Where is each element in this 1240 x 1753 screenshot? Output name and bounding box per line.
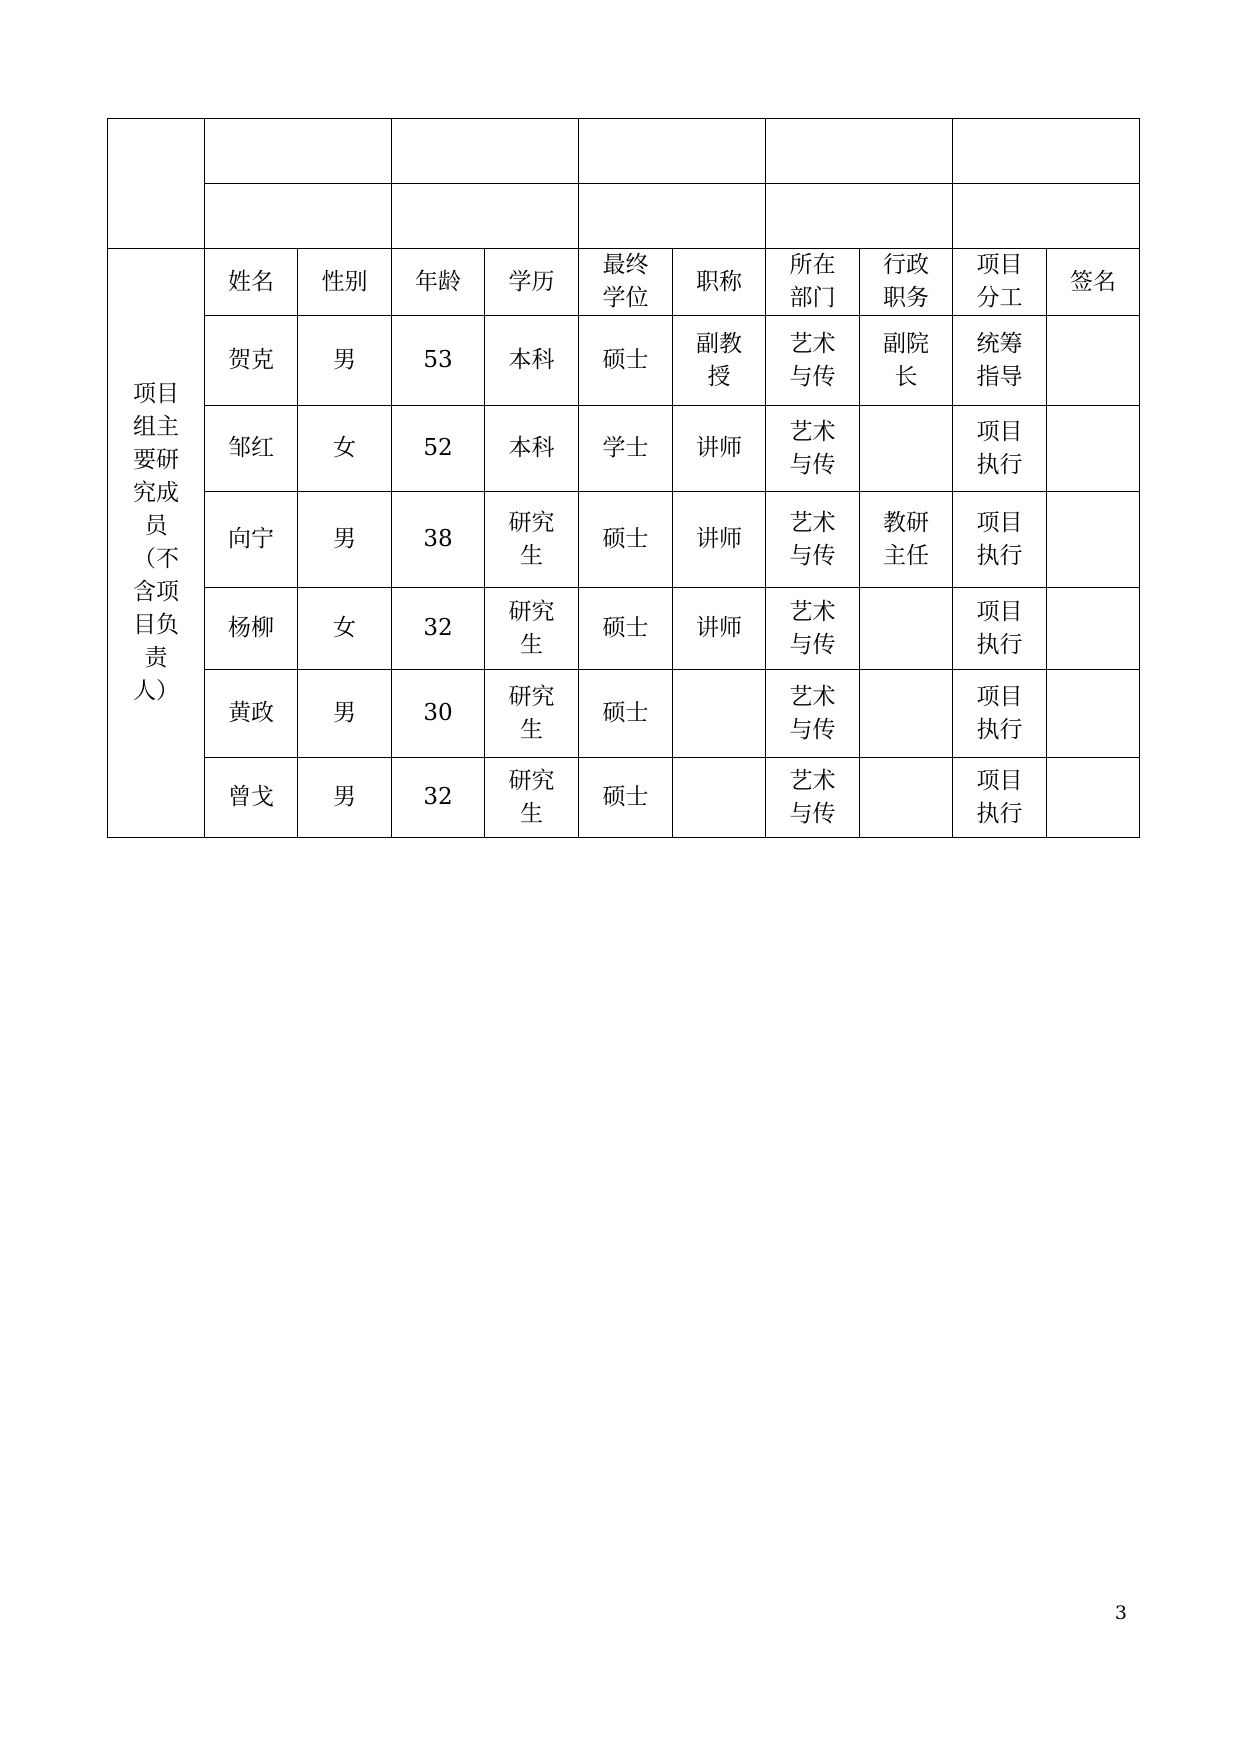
member-role [953, 758, 1047, 838]
member-role-text: 统筹指导 [976, 330, 1023, 390]
member-department [766, 758, 860, 838]
member-degree: 硕士 [579, 316, 673, 406]
header-role-text: 项目分工 [976, 252, 1023, 311]
member-education [485, 758, 579, 838]
member-age: 53 [392, 316, 485, 406]
member-degree: 硕士 [579, 492, 673, 588]
header-age: 年龄 [392, 249, 485, 316]
member-role-text: 项目执行 [976, 683, 1023, 743]
header-department-text: 所在部门 [789, 252, 836, 311]
header-department [766, 249, 860, 316]
blank-cell[interactable] [205, 119, 392, 184]
table-row [108, 758, 1140, 838]
member-education: 本科 [485, 316, 579, 406]
blank-label-cell [108, 119, 205, 249]
blank-cell[interactable] [579, 119, 766, 184]
member-position-text: 副院长 [883, 330, 929, 390]
member-role [953, 492, 1047, 588]
member-name: 曾戈 [205, 758, 298, 838]
member-title [673, 758, 766, 838]
group-label-cell [108, 249, 205, 838]
member-role-text: 项目执行 [976, 418, 1023, 478]
member-name: 黄政 [205, 670, 298, 758]
member-position [860, 492, 953, 588]
member-education: 本科 [485, 406, 579, 492]
member-title [673, 406, 766, 492]
member-department [766, 316, 860, 406]
member-role-text: 项目执行 [976, 767, 1023, 827]
member-education-text: 研究生 [508, 509, 555, 569]
member-education-text: 研究生 [508, 767, 555, 827]
member-title [673, 588, 766, 670]
member-name: 贺克 [205, 316, 298, 406]
member-degree: 学士 [579, 406, 673, 492]
header-position-text: 行政职务 [883, 252, 929, 311]
member-title [673, 316, 766, 406]
blank-cell[interactable] [392, 184, 579, 249]
table-row [108, 316, 1140, 406]
page-number: 3 [1114, 1602, 1127, 1624]
member-department-text: 艺术与传 [789, 330, 836, 390]
member-gender: 女 [298, 588, 392, 670]
member-age: 30 [392, 670, 485, 758]
member-education [485, 670, 579, 758]
member-gender: 男 [298, 316, 392, 406]
member-age: 38 [392, 492, 485, 588]
member-name: 杨柳 [205, 588, 298, 670]
header-name: 姓名 [205, 249, 298, 316]
member-role [953, 406, 1047, 492]
header-signature: 签名 [1047, 249, 1140, 316]
header-position [860, 249, 953, 316]
member-role [953, 670, 1047, 758]
member-department-text: 艺术与传 [789, 418, 836, 478]
header-degree-text: 最终学位 [602, 252, 649, 311]
member-age: 32 [392, 758, 485, 838]
member-department-text: 艺术与传 [789, 767, 836, 827]
blank-row [108, 184, 1140, 249]
member-gender: 男 [298, 492, 392, 588]
members-form-table [107, 118, 1140, 838]
blank-cell[interactable] [392, 119, 579, 184]
member-position [860, 670, 953, 758]
member-name: 向宁 [205, 492, 298, 588]
table-row [108, 588, 1140, 670]
member-signature[interactable] [1047, 316, 1140, 406]
member-department [766, 670, 860, 758]
member-position [860, 316, 953, 406]
member-department-text: 艺术与传 [789, 509, 836, 569]
member-gender: 女 [298, 406, 392, 492]
member-signature[interactable] [1047, 670, 1140, 758]
table-row [108, 670, 1140, 758]
member-age: 32 [392, 588, 485, 670]
blank-cell[interactable] [205, 184, 392, 249]
member-role [953, 588, 1047, 670]
member-education-text: 研究生 [508, 683, 555, 743]
header-title: 职称 [673, 249, 766, 316]
member-education-text: 研究生 [508, 598, 555, 658]
blank-row [108, 119, 1140, 184]
member-department-text: 艺术与传 [789, 683, 836, 743]
member-department [766, 588, 860, 670]
blank-cell[interactable] [766, 119, 953, 184]
member-role-text: 项目执行 [976, 509, 1023, 569]
member-position [860, 406, 953, 492]
member-department [766, 406, 860, 492]
table-row [108, 492, 1140, 588]
member-degree: 硕士 [579, 670, 673, 758]
member-title-text: 讲师 [696, 615, 742, 641]
member-title-text: 讲师 [696, 526, 742, 552]
member-age: 52 [392, 406, 485, 492]
member-education [485, 588, 579, 670]
member-position [860, 588, 953, 670]
member-education [485, 492, 579, 588]
member-role [953, 316, 1047, 406]
blank-cell[interactable] [953, 119, 1140, 184]
member-degree: 硕士 [579, 758, 673, 838]
member-department [766, 492, 860, 588]
member-department-text: 艺术与传 [789, 598, 836, 658]
header-role [953, 249, 1047, 316]
member-signature[interactable] [1047, 588, 1140, 670]
member-signature[interactable] [1047, 406, 1140, 492]
member-gender: 男 [298, 670, 392, 758]
member-title [673, 670, 766, 758]
member-signature[interactable] [1047, 492, 1140, 588]
member-position-text: 教研主任 [883, 509, 929, 569]
member-position [860, 758, 953, 838]
member-gender: 男 [298, 758, 392, 838]
member-name: 邹红 [205, 406, 298, 492]
blank-cell[interactable] [953, 184, 1140, 249]
member-role-text: 项目执行 [976, 598, 1023, 658]
header-degree [579, 249, 673, 316]
member-title [673, 492, 766, 588]
group-label: 项目组主要研究成员（不含项目负责人） [132, 381, 179, 704]
member-title-text: 副教授 [696, 330, 742, 390]
member-degree: 硕士 [579, 588, 673, 670]
member-signature[interactable] [1047, 758, 1140, 838]
header-row [108, 249, 1140, 316]
header-gender: 性别 [298, 249, 392, 316]
blank-cell[interactable] [579, 184, 766, 249]
table-row [108, 406, 1140, 492]
header-education: 学历 [485, 249, 579, 316]
blank-cell[interactable] [766, 184, 953, 249]
member-title-text: 讲师 [696, 435, 742, 461]
